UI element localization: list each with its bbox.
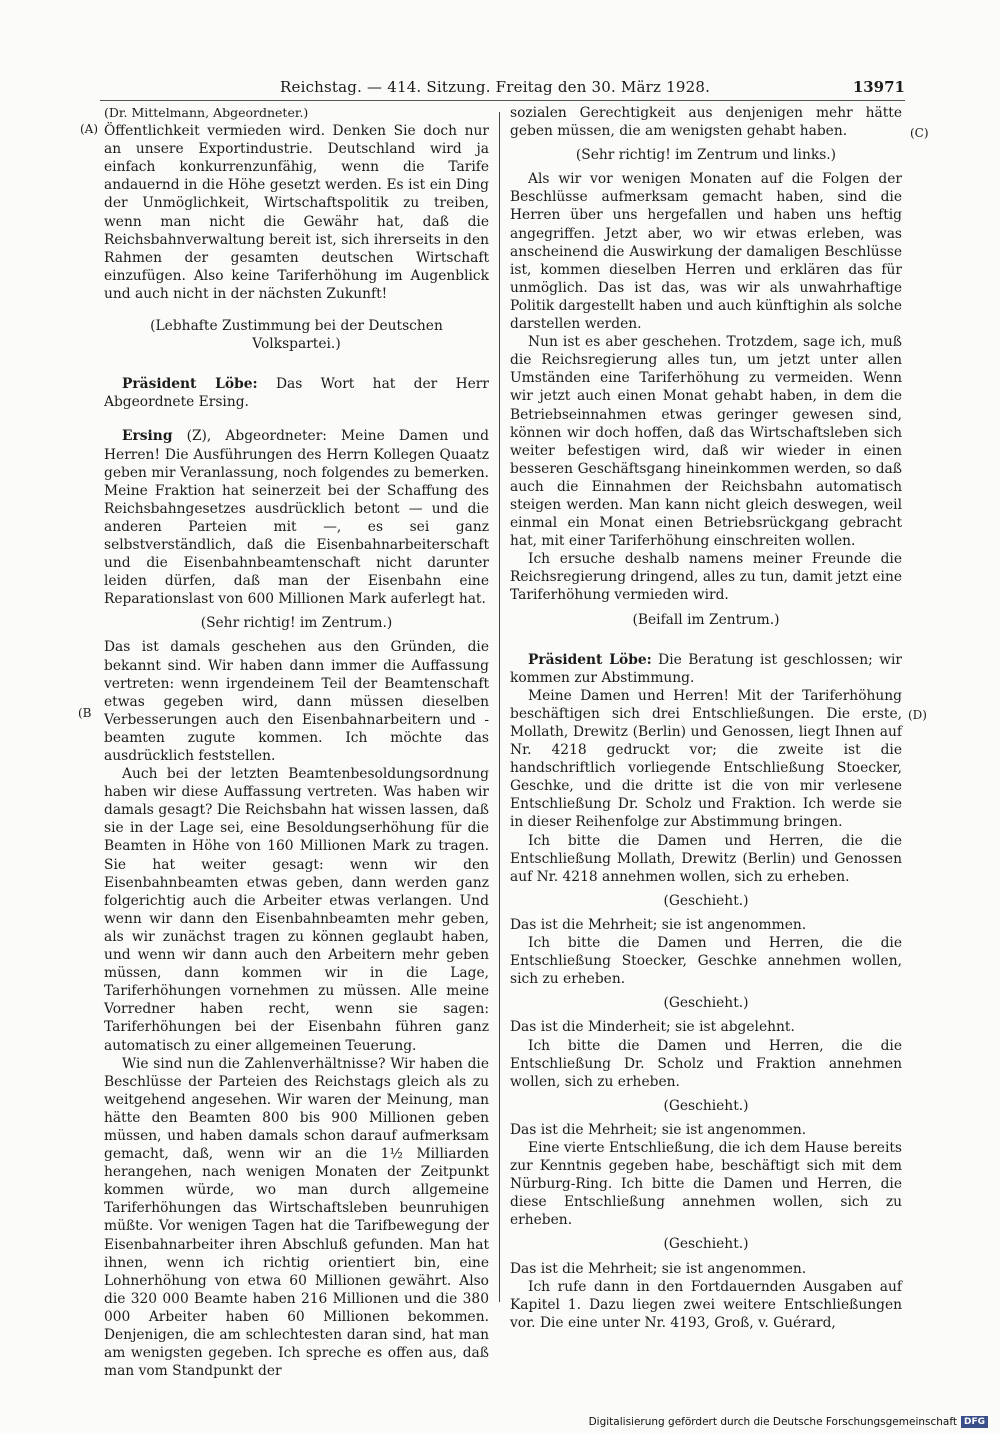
footer-text: Digitalisierung gefördert durch die Deutsche Forschungsgemeinschaft <box>588 1416 957 1428</box>
paragraph: Ich bitte die Damen und Herren, die die Entschließung Dr. Scholz und Fraktion annehmen wollen, sich zu erheben. <box>510 1037 902 1090</box>
speaker-name: Präsident Löbe: <box>528 651 652 668</box>
margin-mark-b: (B <box>78 706 92 720</box>
reaction: (Sehr richtig! im Zentrum.) <box>200 615 393 632</box>
speaker-name: Ersing <box>122 428 173 445</box>
paragraph: Ich rufe dann in den Fortdauernden Ausgaben auf Kapitel 1. Dazu liegen zwei weitere Entschließungen vor. Die eine unter Nr. 4193, Groß, v. Guérard, <box>510 1278 902 1331</box>
paragraph: Eine vierte Entschließung, die ich dem Hause bereits zur Kenntnis gegeben habe, beschäftigt sich mit dem Nürburg-Ring. Ich bitte die Damen und Herren, die diese Entschließung annehmen wollen, sich zu erheben. <box>510 1139 902 1229</box>
paragraph: Als wir vor wenigen Monaten auf die Folgen der Beschlüsse aufmerksam gemacht haben, sind die Herren über uns hergefallen und haben uns heftig angegriffen. Jetzt aber, wo wir etwas erleben, was anscheinend die Auswirkung der damaligen Beschlüsse ist, kommen dieselben Herren und erklären das für unmöglich. Das ist das, was wir als unwahrhaftige Politik dargestellt haben und auch künftighin als solche darstellen werden. <box>510 171 902 333</box>
reaction: (Geschieht.) <box>663 1236 749 1253</box>
paragraph: Nun ist es aber geschehen. Trotzdem, sage ich, muß die Reichsregierung alles tun, um jetzt unter allen Umständen eine Tariferhöhung zu vermeiden. Wenn wir jetzt auch einen Monat gehabt haben, in dem die Betriebseinnahmen etwas geringer gewesen sind, können wir doch hoffen, daß das Wirtschaftsleben sich weiter befestigen wird, daß wir wieder in einen besseren Geschäftsgang hineinkommen werden, so daß auch die Einnahmen der Reichsbahn automatisch steigen werden. Man kann nicht gleich deswegen, weil einmal ein Monat einen Betriebsrückgang gebracht hat, mit einer Tariferhöhung einschreiten wollen. <box>510 334 902 550</box>
reaction: (Beifall im Zentrum.) <box>632 611 780 628</box>
column-divider <box>499 112 500 1302</box>
header-title: Reichstag. — 414. Sitzung. Freitag den 30. März 1928. <box>280 78 711 96</box>
reaction: (Sehr richtig! im Zentrum und links.) <box>575 147 837 164</box>
reaction: (Geschieht.) <box>663 995 749 1012</box>
paragraph: Wie sind nun die Zahlenverhältnisse? Wir haben die Beschlüsse der Parteien des Reichstags gleich als zu weitgehend angesehen. Wir waren der Meinung, man hätte den Beamten 800 bis 900 Millionen geben müssen, und haben damals schon darauf aufmerksam gemacht, daß, wenn wir an die 1½ Milliarden herangehen, nach wenigen Monaten der Zeitpunkt kommen würde, wo man durch allgemeine Tariferhöhungen das Wirtschaftsleben beunruhigen müßte. Vor wenigen Tagen hat die Tarifbewegung der Eisenbahnarbeiter ihren Abschluß gefunden. Man hat ihnen, wenn ich richtig orientiert bin, eine Lohnerhöhung von etwa 60 Millionen gewährt. Also die 320 000 Beamte haben 216 Millionen und die 380 000 Arbeiter haben 60 Millionen bekommen. Denjenigen, die am schlechtesten daran sind, hat man am wenigsten gegeben. Ich spreche es offen aus, daß man vom Standpunkt der <box>104 1055 489 1380</box>
paragraph: Ich bitte die Damen und Herren, die die Entschließung Stoecker, Geschke annehmen wollen, sich zu erheben. <box>510 935 902 988</box>
president-statement: Präsident Löbe: Das Wort hat der Herr Abgeordnete Ersing. <box>104 376 489 411</box>
paragraph: Meine Damen und Herren! Mit der Tariferhöhung beschäftigen sich drei Entschließungen. Die erste, Mollath, Drewitz (Berlin) und Genossen, liegt Ihnen auf Nr. 4218 gedruckt vor; die zweite ist die handschriftlich vorliegende Entschließung Stoecker, Geschke, und die dritte ist die von mir verlesene Entschließung Dr. Scholz und Fraktion. Ich werde sie in dieser Reihenfolge zur Abstimmung bringen. <box>510 687 902 831</box>
paragraph: Ich ersuche deshalb namens meiner Freunde die Reichsregierung dringend, alles zu tun, damit jetzt eine Tariferhöhung vermieden wird. <box>510 551 902 604</box>
page-number: 13971 <box>852 78 905 96</box>
header-rule <box>100 100 905 101</box>
margin-mark-d: (D) <box>908 708 927 722</box>
left-column <box>104 104 489 1380</box>
reaction: (Geschieht.) <box>663 892 749 909</box>
dfg-logo: DFG <box>961 1416 988 1428</box>
paragraph: Das ist die Minderheit; sie ist abgelehnt. <box>510 1019 795 1036</box>
paragraph: Auch bei der letzten Beamtenbesoldungsordnung haben wir diese Auffassung vertreten. Was haben wir damals gesagt? Die Reichsbahn hat wissen lassen, daß sie in der Lage sei, eine Besoldungserhöhung für die Beamten in Höhe von 160 Millionen Mark zu tragen. Sie hat weiter gesagt: wenn wir den Eisenbahnbeamten etwas geben, dann werden ganz folgerichtig auch die Arbeiter etwas verlangen. Und wenn wir dann den Eisenbahnbeamten mehr geben, als wir zunächst tragen zu können geglaubt haben, und wenn wir dann auch den Arbeitern mehr geben müssen, dann kommen wir in die Lage, Tariferhöhungen vornehmen zu müssen. Alle meine Vorredner haben recht, wenn sie sagen: Tariferhöhungen bei der Eisenbahn führen ganz automatisch zu einer allgemeinen Teuerung. <box>104 766 489 1054</box>
reaction: (Lebhafte Zustimmung bei der Deutschen Volkspartei.) <box>150 318 443 353</box>
margin-mark-a: (A) <box>80 122 99 136</box>
speech-opening: Ersing (Z), Abgeordneter: Meine Damen und Herren! Die Ausführungen des Herrn Kollegen Quaatz geben mir Veranlassung, noch folgendes zu bemerken. Meine Fraktion hat seinerzeit bei der Schaffung des Reichsbahngesetzes ausdrücklich betont — und die anderen Parteien mit —, es sei ganz selbstverständlich, daß die Eisenbahnarbeiterschaft und die Eisenbahnbeamtenschaft nicht darunter leiden dürfen, daß man der Eisenbahn eine Reparationslast von 600 Millionen Mark auferlegt hat. <box>104 428 489 608</box>
footer-credit <box>589 1416 988 1428</box>
paragraph: Das ist damals geschehen aus den Gründen, die bekannt sind. Wir haben dann immer die Auffassung vertreten: wenn irgendeinem Teil der Beamtenschaft etwas gegeben wird, dann müssen dieselben Verbesserungen auch den Eisenbahnarbeitern und -beamten zugute kommen. Ich möchte das ausdrücklich feststellen. <box>104 639 489 764</box>
paragraph: Das ist die Mehrheit; sie ist angenommen. <box>510 1260 807 1277</box>
reaction: (Geschieht.) <box>663 1097 749 1114</box>
paragraph: Das ist die Mehrheit; sie ist angenommen. <box>510 916 807 933</box>
president-statement: Präsident Löbe: Die Beratung ist geschlossen; wir kommen zur Abstimmung. <box>510 651 902 686</box>
speaker-continuation: (Dr. Mittelmann, Abgeordneter.) <box>104 105 309 120</box>
speaker-name: Präsident Löbe: <box>122 376 258 393</box>
margin-mark-c: (C) <box>910 126 929 140</box>
page-header <box>100 76 905 98</box>
paragraph: Ich bitte die Damen und Herren, die die Entschließung Mollath, Drewitz (Berlin) und Genossen auf Nr. 4218 annehmen wollen, sich zu erheben. <box>510 832 902 885</box>
paragraph: sozialen Gerechtigkeit aus denjenigen mehr hätte geben müssen, die am wenigsten gehabt haben. <box>510 105 902 140</box>
right-column <box>510 104 902 1332</box>
paragraph: Öffentlichkeit vermieden wird. Denken Sie doch nur an unsere Exportindustrie. Deutschland wird ja einfach konkurrenzunfähig, wenn die Tarife andauernd in die Höhe gesetzt werden. Es ist ein Ding der Unmöglichkeit, Wirtschaftspolitik zu treiben, wenn man nicht die Gewähr hat, daß die Reichsbahnverwaltung bereit ist, sich ihrerseits in den Rahmen der gesamten deutschen Wirtschaft einzufügen. Also keine Tariferhöhung im Augenblick und auch nicht in der nächsten Zukunft! <box>104 123 489 302</box>
paragraph: Das ist die Mehrheit; sie ist angenommen. <box>510 1121 807 1138</box>
